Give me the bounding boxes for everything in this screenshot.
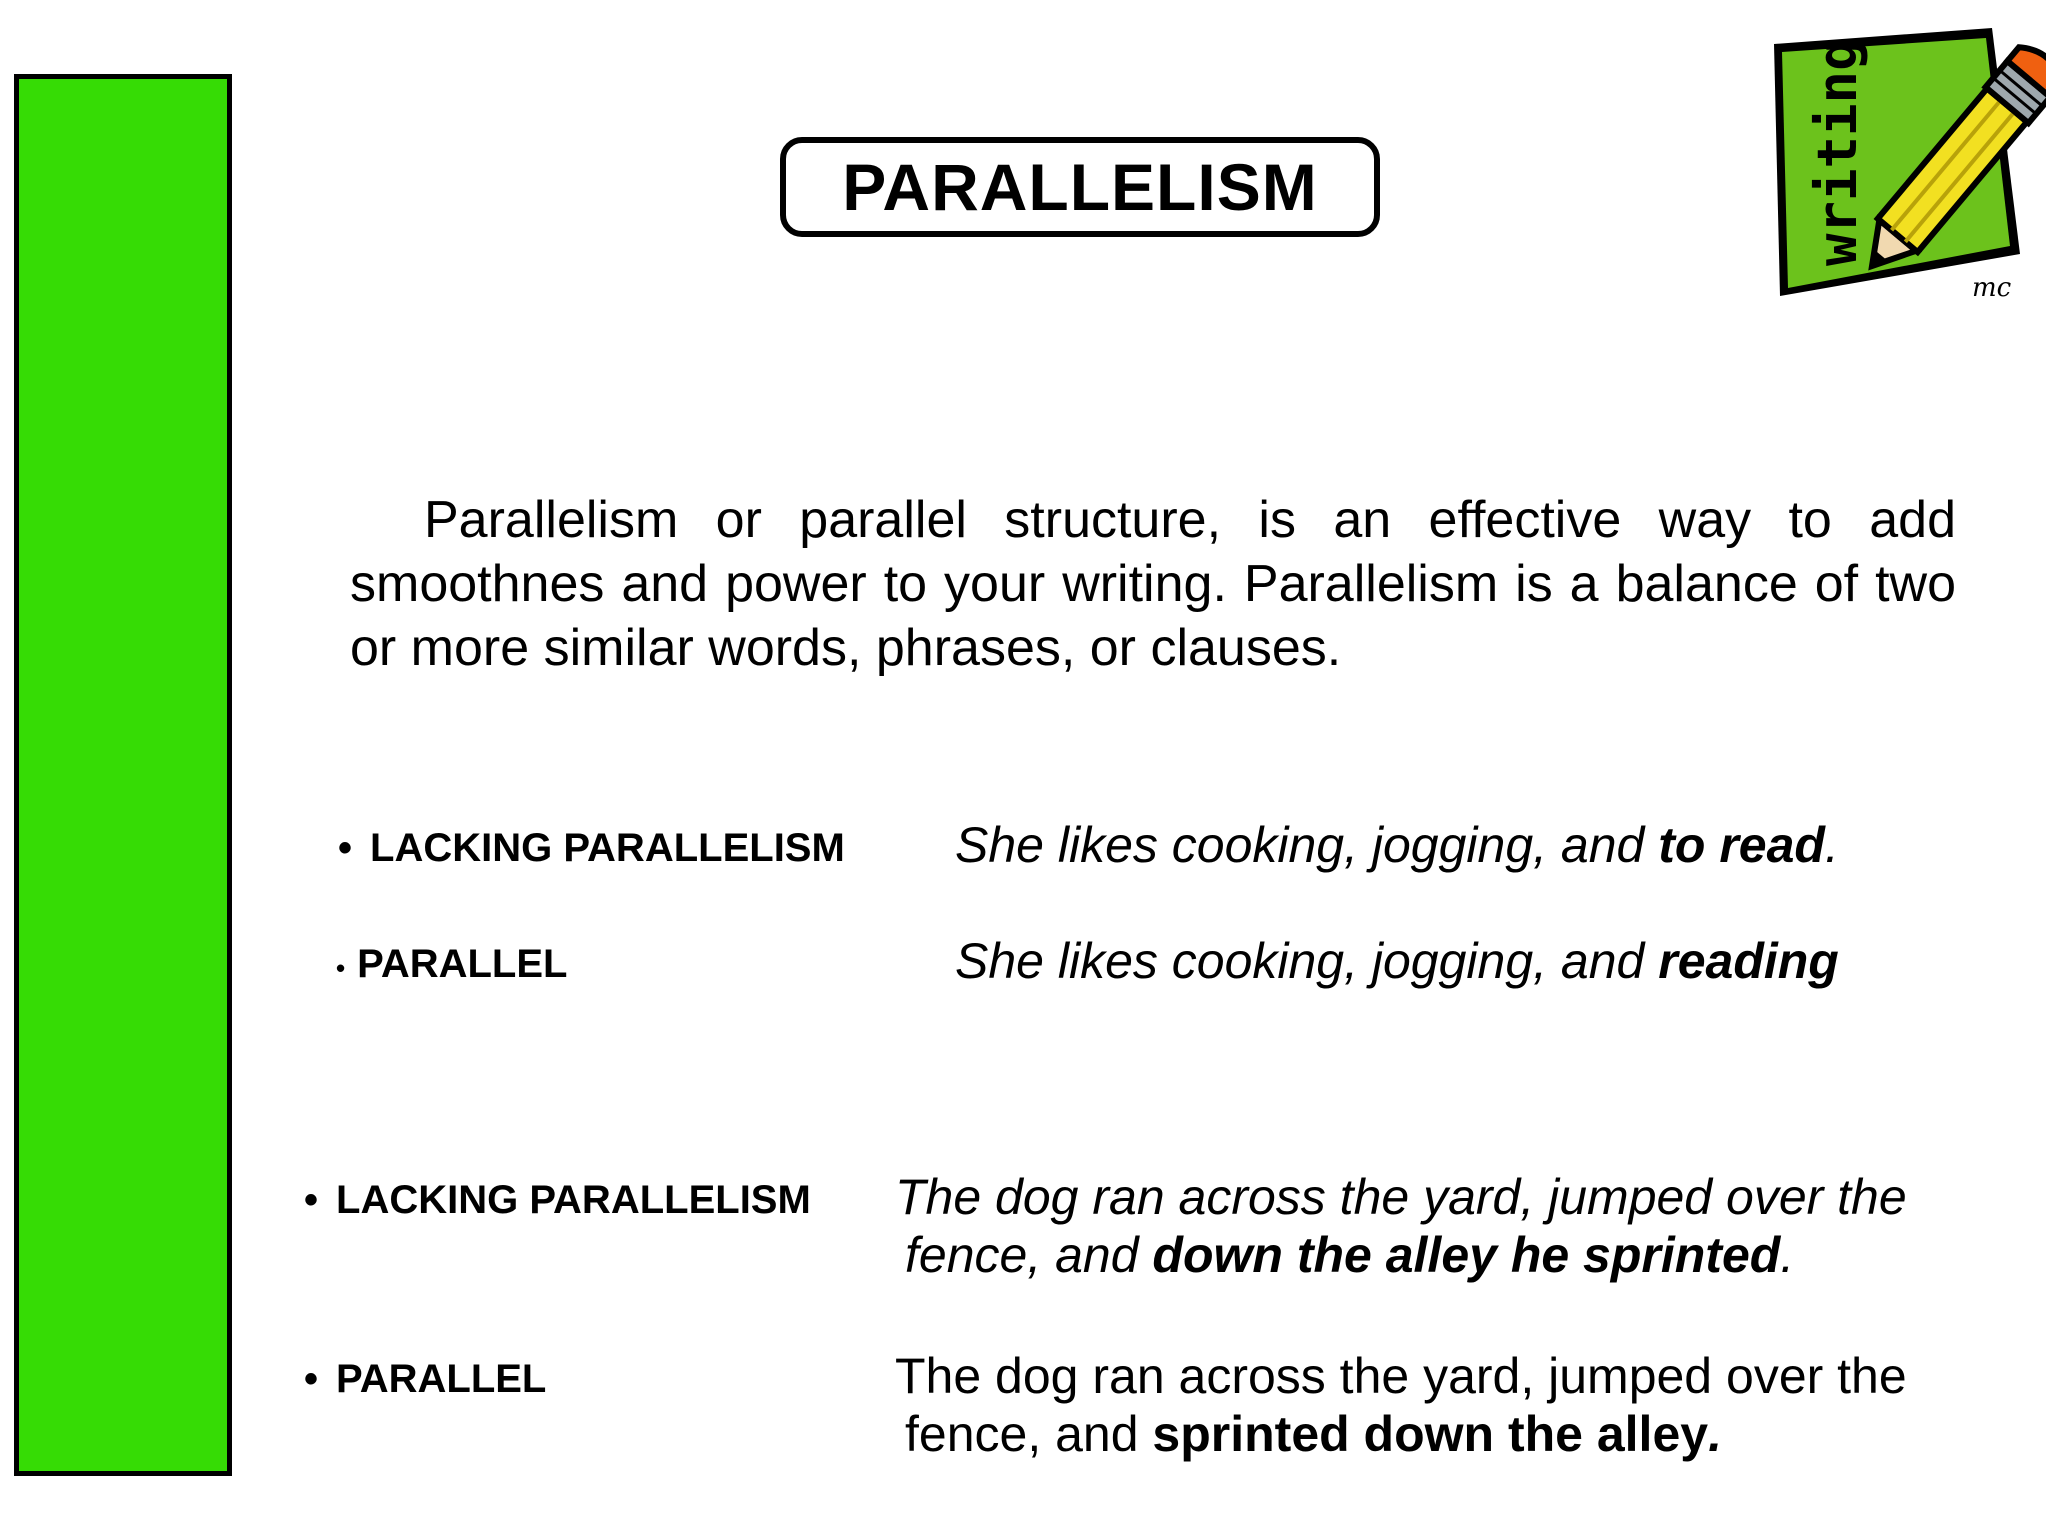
logo-label: writing <box>1806 38 1869 266</box>
example-label-row <box>336 942 567 987</box>
writing-pencil-logo <box>1760 4 2046 304</box>
bullet: • <box>304 1178 319 1222</box>
sentence-punct: . <box>1780 1227 1795 1283</box>
sentence-text: fence, and <box>905 1406 1153 1462</box>
example-label: LACKING PARALLELISM <box>370 826 845 870</box>
example-sentence <box>955 932 1839 990</box>
example-label: PARALLEL <box>336 1357 547 1401</box>
slide-title <box>780 137 1380 237</box>
sentence-emphasis: sprinted down the alley <box>1152 1406 1709 1462</box>
example-label: PARALLEL <box>357 942 568 986</box>
sentence-punct: . <box>1824 817 1839 873</box>
sentence-line-1: The dog ran across the yard, jumped over the <box>895 1169 1907 1225</box>
sentence-text: She likes cooking, jogging, and <box>955 933 1659 989</box>
example-sentence <box>895 1168 1907 1284</box>
bullet: • <box>336 953 346 983</box>
slide-title-text: PARALLELISM <box>842 150 1318 224</box>
example-label-row <box>338 826 845 871</box>
sentence-punct: . <box>1708 1406 1722 1462</box>
example-label-row <box>304 1357 546 1402</box>
example-label: LACKING PARALLELISM <box>336 1178 811 1222</box>
sentence-emphasis: reading <box>1658 933 1839 989</box>
logo-signature: mc <box>1972 273 2012 303</box>
sentence-text: fence, and <box>905 1227 1153 1283</box>
example-label-row <box>304 1178 811 1223</box>
example-sentence <box>895 1347 1907 1463</box>
sentence-line-2 <box>895 1405 1907 1463</box>
sentence-text: She likes cooking, jogging, and <box>955 817 1659 873</box>
intro-paragraph: Parallelism or parallel structure, is an effective way to add smoothnes and power to your writing. Parallelism is a balance of two or more similar words, phrases, or clauses. <box>350 491 1956 677</box>
bullet: • <box>338 826 353 870</box>
green-accent-bar <box>14 74 232 1476</box>
sentence-emphasis: down the alley he sprinted <box>1152 1227 1781 1283</box>
sentence-line-2 <box>895 1226 1907 1284</box>
sentence-line-1: The dog ran across the yard, jumped over the <box>895 1348 1907 1404</box>
example-sentence <box>955 816 1839 874</box>
sentence-emphasis: to read <box>1658 817 1825 873</box>
bullet: • <box>304 1357 319 1401</box>
